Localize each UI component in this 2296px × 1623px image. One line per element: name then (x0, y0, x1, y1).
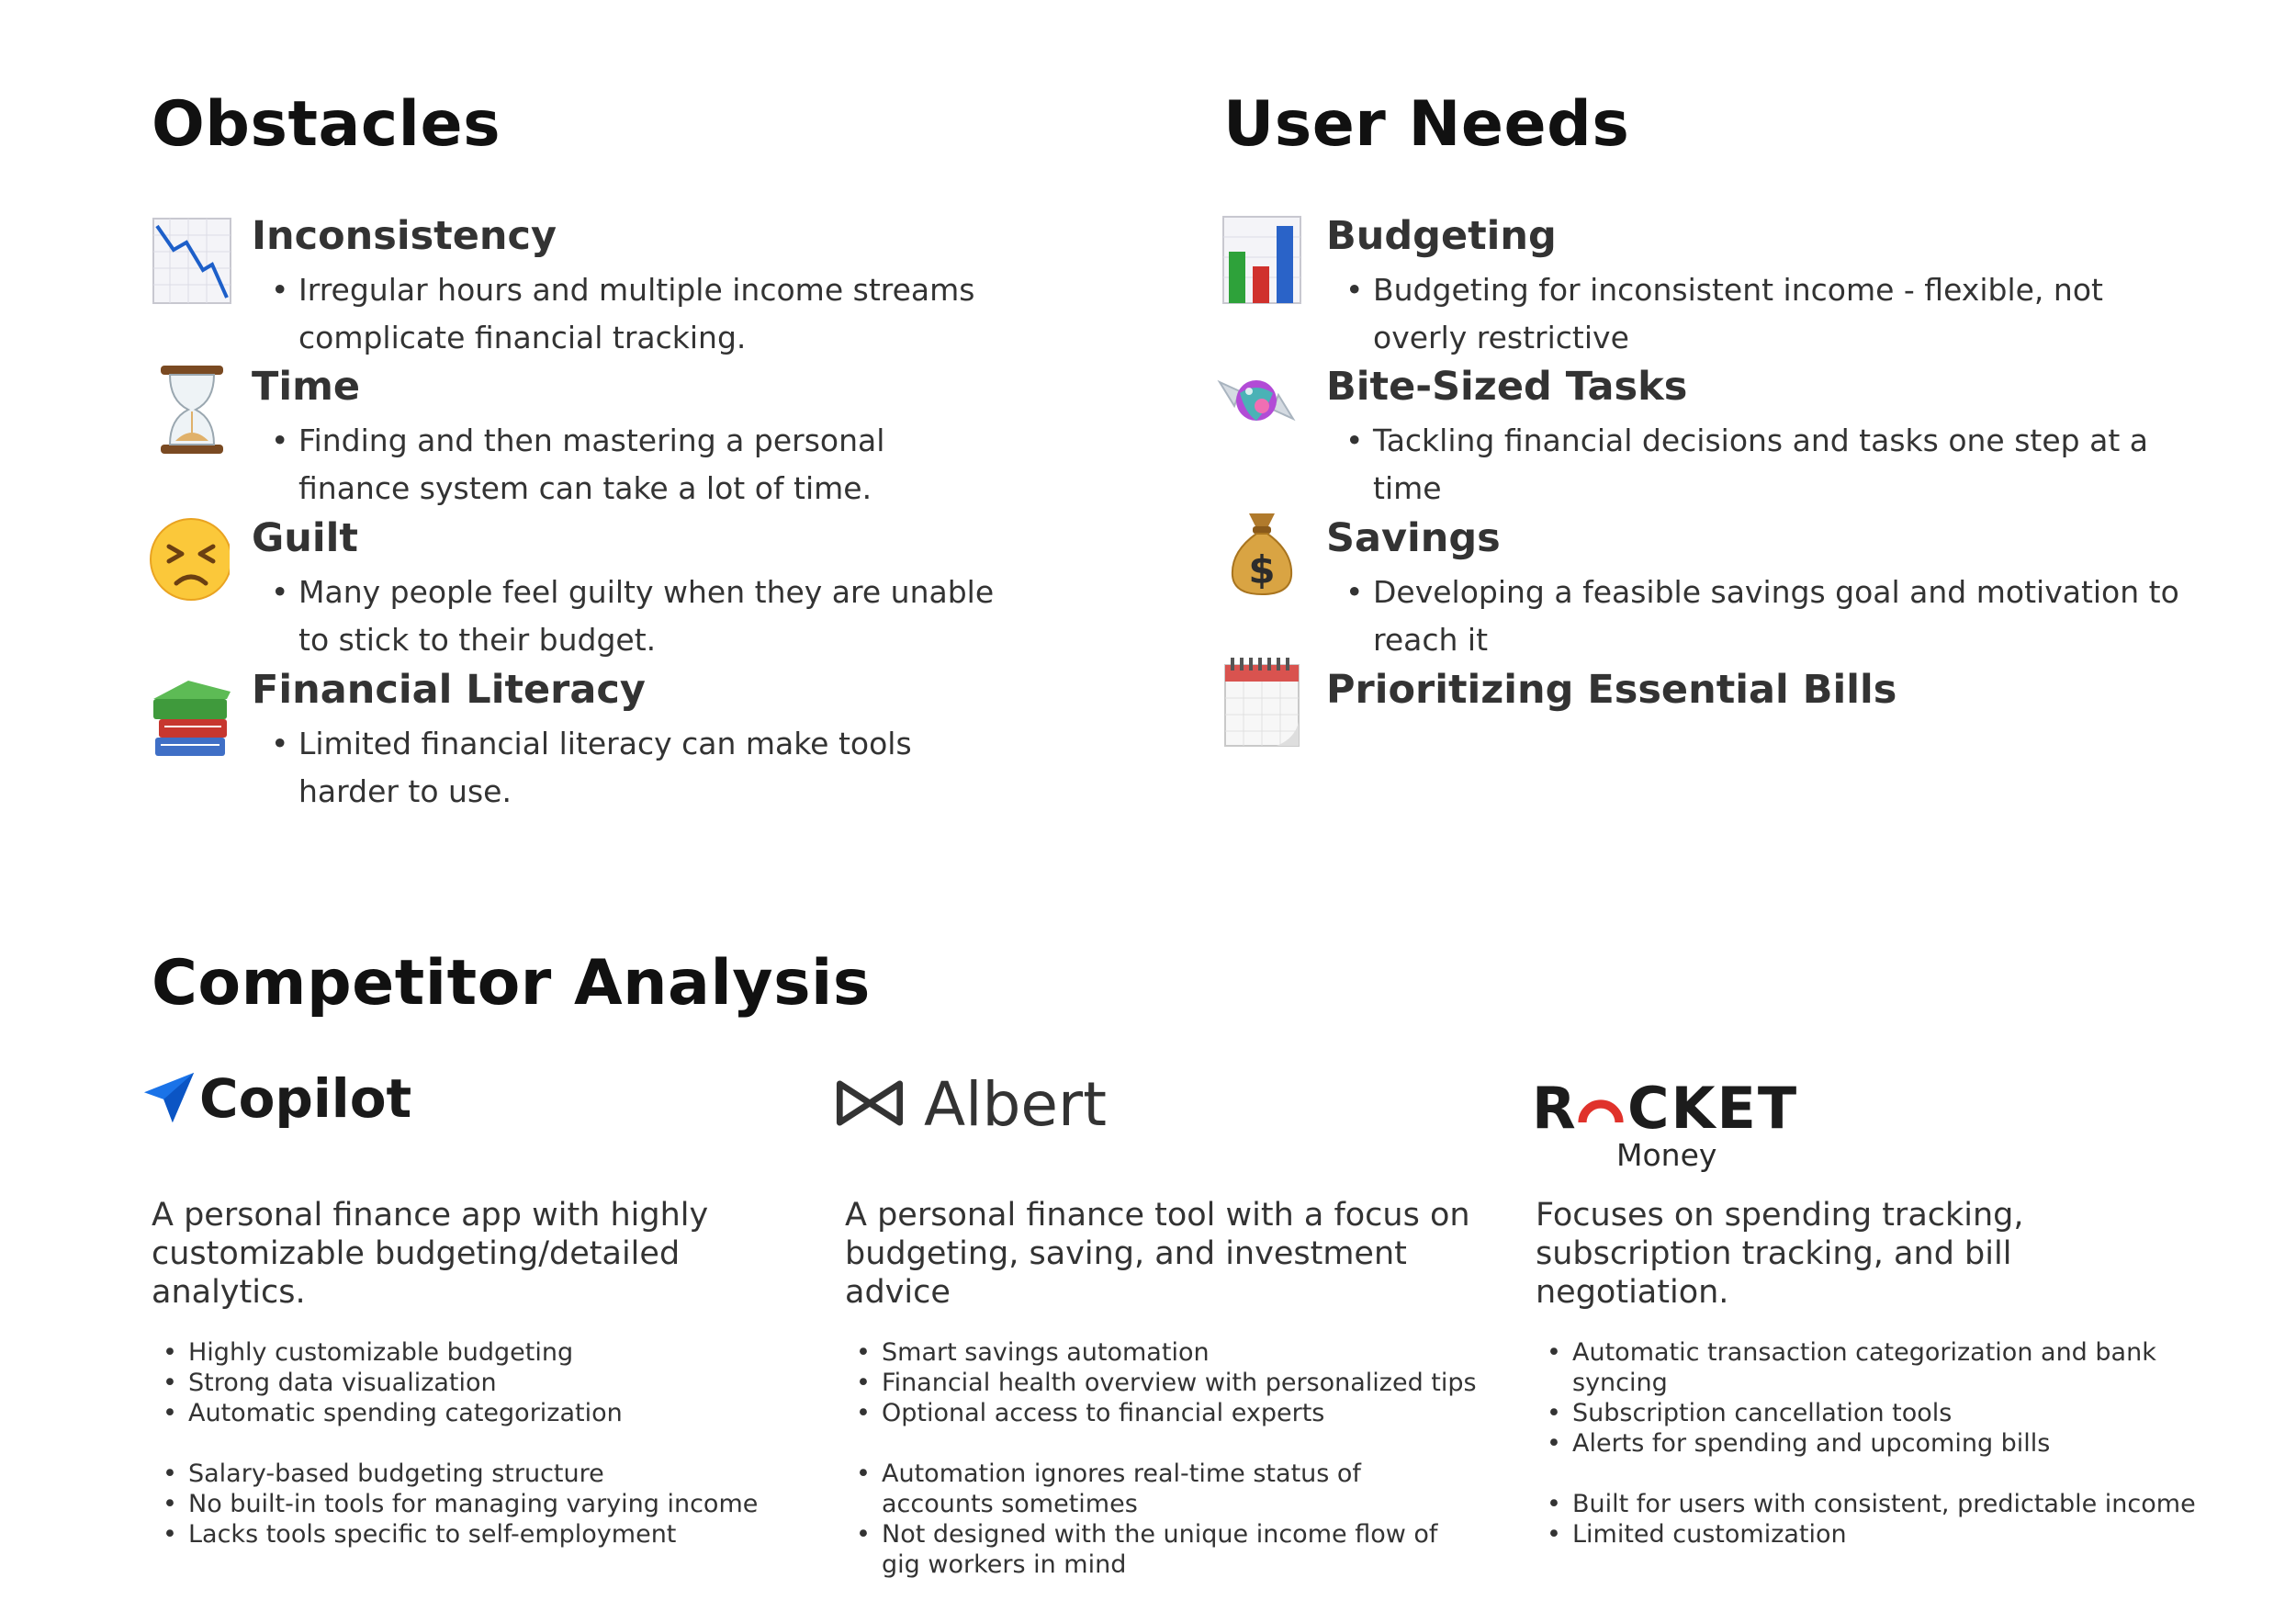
competitor-description: A personal finance tool with a focus on budgeting, saving, and investment advice (845, 1197, 1470, 1311)
item-description (271, 569, 996, 664)
item-desc-text: Budgeting for inconsistent income - flexible, not overly restrictive (1373, 272, 2103, 355)
paper-plane-icon (142, 1071, 196, 1124)
item-title: Financial Literacy (252, 667, 646, 713)
candy-icon (1216, 355, 1297, 446)
bullet: • (1345, 574, 1364, 610)
competitor-weaknesses-list (845, 1459, 1451, 1580)
list-item: • Highly customizable budgeting (152, 1337, 813, 1368)
item-title: Inconsistency (252, 213, 557, 259)
hourglass-icon (152, 364, 232, 456)
bullet: • (271, 423, 289, 458)
item-description (271, 720, 996, 816)
persevering-face-icon (149, 512, 230, 603)
competitor-weaknesses-list (152, 1459, 813, 1550)
item-title: Guilt (252, 515, 358, 561)
competitor-strengths-list (152, 1337, 813, 1428)
item-title: Time (252, 364, 361, 410)
bullet: • (1345, 423, 1364, 458)
bullet: • (271, 726, 289, 761)
list-item: • Built for users with consistent, predictable income (1536, 1489, 2197, 1519)
competitor-description: A personal finance app with highly customizable budgeting/detailed analytics. (152, 1197, 709, 1311)
bowtie-logo-icon (836, 1080, 904, 1126)
albert-wordmark: Albert (924, 1069, 1107, 1140)
item-title: Bite-Sized Tasks (1326, 364, 1688, 410)
item-title: Prioritizing Essential Bills (1326, 667, 1897, 713)
list-item: • Automatic transaction categorization and bank syncing (1536, 1337, 2197, 1398)
rocket-money-logo (1532, 1075, 1807, 1176)
competitor-description: Focuses on spending tracking, subscription tracking, and bill negotiation. (1536, 1197, 2024, 1311)
competitor-weaknesses-list (1536, 1489, 2197, 1550)
list-item: • Lacks tools specific to self-employment (152, 1519, 813, 1550)
item-description (1345, 569, 2181, 664)
rocket-wordmark-left: R (1532, 1075, 1578, 1142)
list-item: • Subscription cancellation tools (1536, 1398, 2197, 1428)
chart-decreasing-icon (152, 213, 232, 305)
list-item: • Automatic spending categorization (152, 1398, 813, 1428)
list-item: • Limited customization (1536, 1519, 2197, 1550)
competitor-analysis-heading: Competitor Analysis (152, 947, 871, 1020)
bullet: • (271, 272, 289, 308)
rocket-wordmark-right: CKET (1627, 1075, 1799, 1142)
svg-text:$: $ (1248, 547, 1276, 592)
obstacles-heading: Obstacles (152, 88, 501, 161)
item-description (271, 266, 996, 362)
item-desc-text: Tackling financial decisions and tasks one step at a time (1373, 423, 2148, 506)
item-title: Budgeting (1326, 213, 1557, 259)
item-description (1345, 417, 2181, 513)
rocket-o-icon (1578, 1086, 1624, 1132)
list-item: • Not designed with the unique income flow of gig workers in mind (845, 1519, 1451, 1580)
list-item: • No built-in tools for managing varying income (152, 1489, 813, 1519)
item-desc-text: Developing a feasible savings goal and motivation to reach it (1373, 574, 2179, 658)
list-item: • Alerts for spending and upcoming bills (1536, 1428, 2197, 1459)
item-title: Savings (1326, 515, 1501, 561)
competitor-strengths-list (1536, 1337, 2197, 1459)
money-bag-icon (1221, 506, 1302, 598)
bar-chart-icon (1221, 213, 1302, 305)
user-needs-heading: User Needs (1223, 88, 1630, 161)
competitor-strengths-list (845, 1337, 1506, 1428)
bullet: • (271, 574, 289, 610)
bullet: • (1345, 272, 1364, 308)
copilot-wordmark: Copilot (199, 1067, 412, 1130)
list-item: • Optional access to financial experts (845, 1398, 1506, 1428)
item-desc-text: Irregular hours and multiple income streams complicate financial tracking. (298, 272, 975, 355)
calendar-icon (1221, 656, 1302, 748)
books-icon (152, 671, 232, 763)
money-subtitle: Money (1616, 1137, 1717, 1173)
list-item: • Financial health overview with personalized tips (845, 1368, 1506, 1398)
item-description (271, 417, 996, 513)
item-desc-text: Limited financial literacy can make tools harder to use. (298, 726, 912, 809)
item-desc-text: Finding and then mastering a personal finance system can take a lot of time. (298, 423, 885, 506)
item-desc-text: Many people feel guilty when they are unable to stick to their budget. (298, 574, 995, 658)
list-item: • Strong data visualization (152, 1368, 813, 1398)
item-description (1345, 266, 2181, 362)
list-item: • Smart savings automation (845, 1337, 1506, 1368)
list-item: • Automation ignores real-time status of accounts sometimes (845, 1459, 1451, 1519)
list-item: • Salary-based budgeting structure (152, 1459, 813, 1489)
